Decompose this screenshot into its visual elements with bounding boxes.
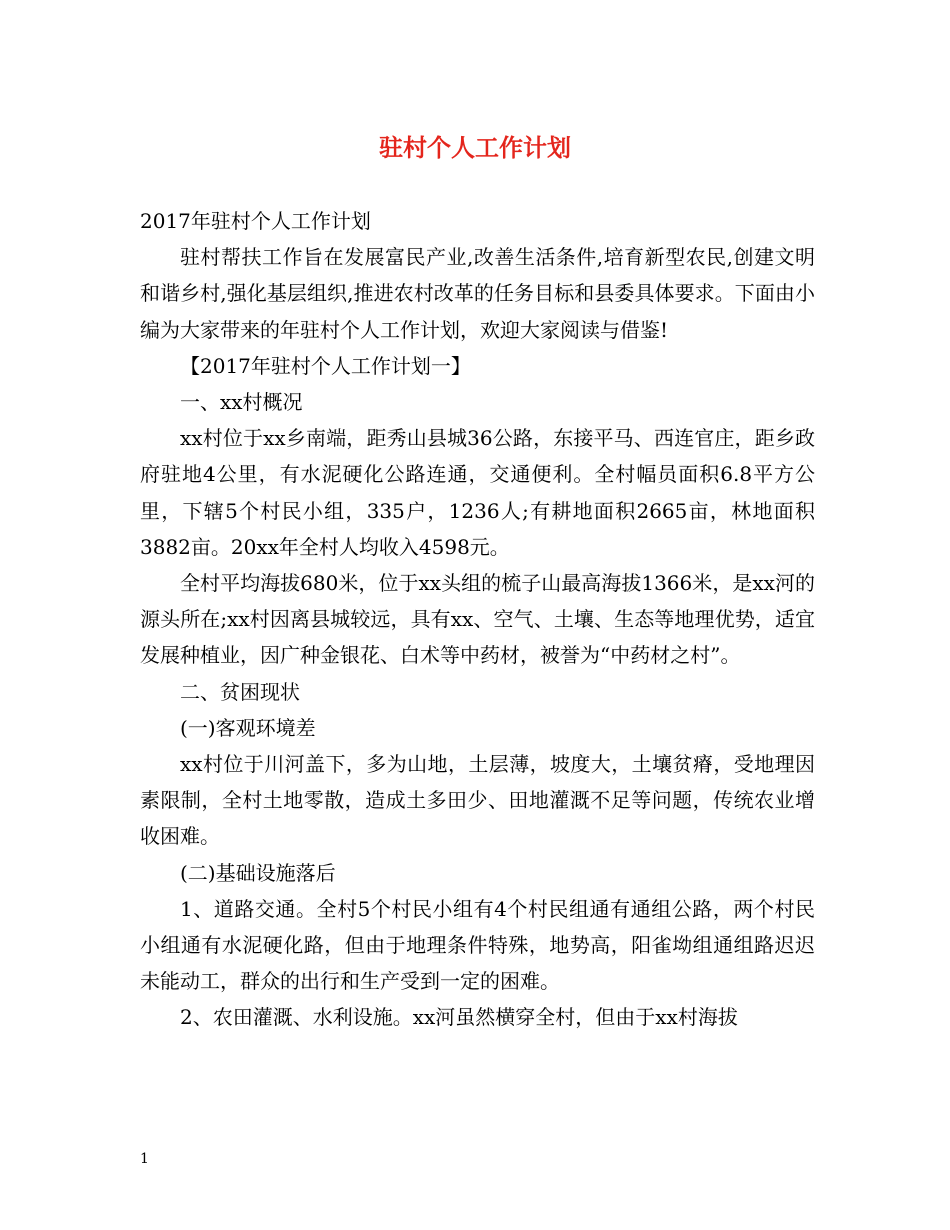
paragraph: 2017年驻村个人工作计划: [140, 209, 371, 233]
paragraph: 全村平均海拔680米，位于xx头组的梳子山最高海拔1366米，是xx河的源头所在;xx村因离县城较远，具有xx、空气、土壤、生态等地理优势，适宜发展种植业，因广种金银花、白术等中药材，被誉为“中药材之村”。: [140, 571, 815, 668]
paragraph: 驻村帮扶工作旨在发展富民产业,改善生活条件,培育新型农民,创建文明和谐乡村,强化基层组织,推进农村改革的任务目标和县委具体要求。下面由小编为大家带来的年驻村个人工作计划，欢迎大家阅读与借鉴!: [140, 245, 815, 342]
page-number: 1: [140, 1151, 149, 1167]
paragraph: xx村位于川河盖下，多为山地，土层薄，坡度大，土壤贫瘠，受地理因素限制，全村土地零散，造成土多田少、田地灌溉不足等问题，传统农业增收困难。: [140, 752, 815, 849]
section-heading: 【2017年驻村个人工作计划一】: [180, 353, 471, 378]
section-heading: 一、xx村概况: [180, 390, 303, 415]
paragraph: xx村位于xx乡南端，距秀山县城36公路，东接平马、西连官庄，距乡政府驻地4公里，有水泥硬化公路连通，交通便利。全村幅员面积6.8平方公里，下辖5个村民小组，335户，1236人;有耕地面积2665亩，林地面积3882亩。20xx年全村人均收入4598元。: [140, 426, 815, 559]
document-title: 驻村个人工作计划: [379, 133, 571, 162]
paragraph: 2、农田灌溉、水利设施。xx河虽然横穿全村，但由于xx村海拔: [180, 1005, 738, 1030]
paragraph: 1、道路交通。全村5个村民小组有4个村民组通有通组公路，两个村民小组通有水泥硬化路，但由于地理条件特殊，地势高，阳雀坳组通组路迟迟未能动工，群众的出行和生产受到一定的困难。: [140, 896, 815, 994]
section-heading: 二、贫困现状: [180, 679, 300, 704]
subsection-heading: (一)客观环境差: [180, 715, 316, 740]
subsection-heading: (二)基础设施落后: [180, 860, 336, 885]
document-body: [140, 203, 815, 1036]
